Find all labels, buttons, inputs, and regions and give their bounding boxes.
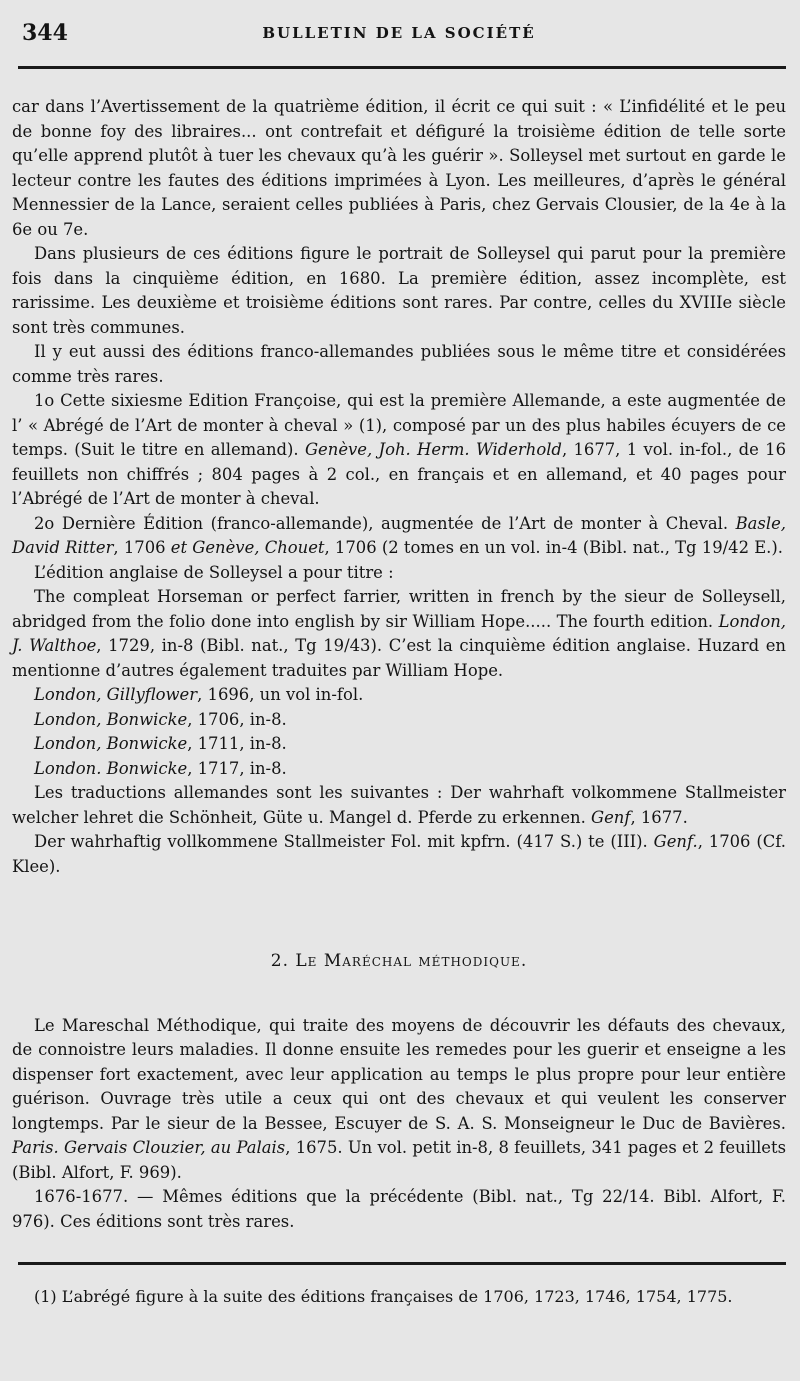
text: The compleat Horseman or perfect farrier, written in french by the sieur de Solleysell, abridged from the folio done into english by sir William Hope..... The fourth edition. [12,587,786,631]
text: , 1706 [113,538,171,557]
text: , 1675. Un vol. petit in-8, 8 feuillets, 341 pages et 2 feuillets (Bibl. Alfort, F. 969). [12,1138,787,1182]
publisher-place: London, Bonwicke [34,734,188,753]
edition-entry [12,683,786,708]
paragraph-mareschal-methodique [12,1014,786,1186]
publisher-place: et Genève, Chouet [170,538,325,557]
paragraph-edition-anglaise: L’édition anglaise de Solleysel a pour titre : [34,562,394,582]
paragraph-sixiesme-edition [12,389,786,512]
page-number: 344 [22,20,68,46]
text: , 1677. [630,807,688,827]
text: , 1717, in-8. [187,758,287,778]
paragraph-derniere-edition [12,512,786,561]
paragraph-avertissement: car dans l’Avertissement de la quatrième édition, il écrit ce qui suit : « L’infidélité et le peu de bonne foy des libraires... ont contrefait et défiguré la troisième édition de telle sorte qu’elle apprend plutôt à tuer les chevaux qu’à les guérir ». Solleysel met surtout en garde le lecteur contre les fautes des éditions imprimées à Lyon. Les meilleures, d’après le général Mennessier de la Lance, seraient celles publiées à Paris, chez Gervais Clousier, de la 4e à la 6e ou 7e. [12,97,786,239]
publisher-place: Genf [591,807,631,827]
text: , 1677, 1 vol. in-fol., de 16 feuillets non chiffrés ; 804 pages à 2 col., en français et en allemand, et 40 pages pour l’Abrégé de l’Art de monter à cheval. [12,440,786,508]
footnote: (1) L’abrégé figure à la suite des éditions françaises de 1706, 1723, 1746, 1754, 1775. [34,1287,733,1306]
text: Le Mareschal Méthodique, qui traite des moyens de découvrir les défauts des chevaux, de connoistre leurs maladies. Il donne ensuite les remedes pour les guerir et enseigne a les dispenser fort exactement, avec leur application au temps le plus propre pour leur entière guérison. Ouvrage très utile a ceux qui ont des chevaux et qui veulent les conserver longtemps. Par le sieur de la Bessee, Escuyer de S. A. S. Monseigneur le Duc de Bavières. [12,1015,786,1133]
paragraph-franco-allemandes: Il y eut aussi des éditions franco-allemandes publiées sous le même titre et considérées comme très rares. [12,342,786,386]
publisher-place: Paris. Gervais Clouzier, au Palais [12,1138,286,1157]
paragraph-compleat-horseman [12,585,786,683]
section-title: 2. Le Maréchal méthodique. [270,951,528,971]
publisher-place: London. Bonwicke [34,758,188,778]
text: 1o Cette sixiesme Edition Françoise, qui est la première Allemande, a este augmentée de l’ « Abrégé de l’Art de monter à cheval » (1), composé par un des plus habiles écuyers de ce temps. (Suit le titre en allemand). [12,391,786,459]
publisher-place: London, J. Walthoe [12,611,786,655]
header-rule [18,66,786,69]
page-body [12,95,786,1234]
edition-list [12,683,786,781]
text: Les traductions allemandes sont les suivantes : Der wahrhaft volkommene Stallmeister welcher lehret die Schönheit, Güte u. Mangel d. Pferde zu erkennen. [12,783,786,827]
edition-entry [12,732,786,757]
page-header [12,0,786,66]
text: , 1706, in-8. [187,709,287,729]
text: , 1711, in-8. [187,734,287,753]
footnote-rule [18,1262,786,1265]
paragraph-stallmeister [12,830,786,879]
publisher-place: Genf. [653,832,698,851]
text: Der wahrhaftig vollkommene Stallmeister Fol. mit kpfrn. (417 S.) te (III). [34,832,654,851]
paragraph-portrait: Dans plusieurs de ces éditions figure le portrait de Solleysel qui parut pour la première fois dans la cinquième édition, en 1680. La première édition, assez incomplète, est rarissime. Les deuxième et troisième éditions sont rares. Par contre, celles du XVIIIe siècle sont très communes. [12,244,786,337]
publisher-place: Genève, Joh. Herm. Widerhold [304,440,562,459]
publisher-place: Basle, David Ritter [12,513,786,557]
publisher-place: London, Gillyflower [34,685,198,704]
text: , 1729, in-8 (Bibl. nat., Tg 19/43). C’est la cinquième édition anglaise. Huzard en mentionne d’autres également traduites par William Hope. [12,636,786,680]
paragraph-traductions-allemandes [12,781,786,830]
text: , 1706 (2 tomes en un vol. in-4 (Bibl. nat., Tg 19/42 E.). [324,538,783,557]
publisher-place: London, Bonwicke [34,709,188,729]
edition-entry [12,757,786,782]
text: 2o Dernière Édition (franco-allemande), augmentée de l’Art de monter à Cheval. [34,513,736,533]
paragraph-editions-1676: 1676-1677. — Mêmes éditions que la précédente (Bibl. nat., Tg 22/14. Bibl. Alfort, F. 976). Ces éditions sont très rares. [12,1187,786,1231]
text: , 1696, un vol in-fol. [197,685,364,704]
edition-entry [12,708,786,733]
running-head: BULLETIN DE LA SOCIÉTÉ [262,24,536,42]
text: , 1706 (Cf. Klee). [12,832,786,876]
